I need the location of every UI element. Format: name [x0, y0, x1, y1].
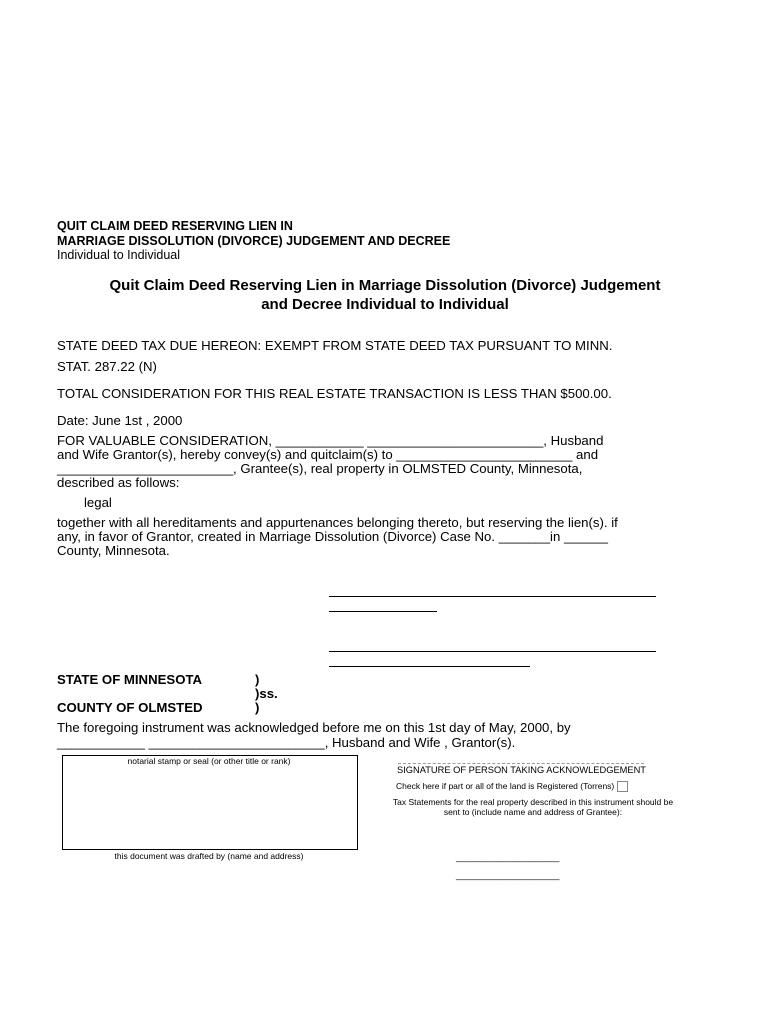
together-line1: together with all hereditaments and appurtenances belonging thereto, but reserving the lien(s). if	[57, 515, 618, 530]
valuable-consideration-line4: described as follows:	[57, 475, 180, 490]
notary-signature-line	[398, 763, 644, 764]
doc-title-line2: and Decree Individual to Individual	[261, 296, 509, 313]
venue-state: STATE OF MINNESOTA	[57, 672, 203, 687]
tax-statements-line1: Tax Statements for the real property described in this instrument should be	[392, 797, 674, 807]
doc-header-line2: MARRIAGE DISSOLUTION (DIVORCE) JUDGEMENT AND DECREE	[57, 234, 451, 248]
doc-header-line3: Individual to Individual	[57, 248, 180, 262]
tax-statements-line2: sent to (include name and address of Grantee):	[443, 807, 623, 817]
tax-exempt-line1: STATE DEED TAX DUE HEREON: EXEMPT FROM STATE DEED TAX PURSUANT TO MINN.	[57, 338, 613, 353]
deed-date: Date: June 1st , 2000	[57, 413, 183, 428]
venue-paren-1: )	[255, 672, 260, 687]
doc-title	[40, 276, 730, 314]
grantor-signature-line-2b	[329, 666, 530, 667]
drafted-by-label: this document was drafted by (name and address)	[114, 851, 304, 861]
consideration-statement: TOTAL CONSIDERATION FOR THIS REAL ESTATE TRANSACTION IS LESS THAN $500.00.	[57, 386, 612, 401]
acknowledgement-line2: ____________ ________________________, Husband and Wife , Grantor(s).	[57, 735, 516, 750]
doc-header-line1: QUIT CLAIM DEED RESERVING LIEN IN	[57, 219, 293, 233]
acknowledgement-line1: The foregoing instrument was acknowledged before me on this 1st day of May, 2000, by	[57, 720, 571, 735]
together-line2: any, in favor of Grantor, created in Marriage Dissolution (Divorce) Case No. _______in ______	[57, 529, 608, 544]
valuable-consideration-line2: and Wife Grantor(s), hereby convey(s) and quitclaim(s) to ________________________ and	[57, 447, 599, 462]
grantor-signature-line-1b	[329, 611, 437, 612]
grantor-signature-line-1a	[329, 596, 656, 597]
doc-title-line1: Quit Claim Deed Reserving Lien in Marriage Dissolution (Divorce) Judgement	[109, 277, 661, 294]
torrens-check-row	[396, 781, 628, 792]
tax-exempt-line2: STAT. 287.22 (N)	[57, 359, 157, 374]
valuable-consideration-line3: ________________________, Grantee(s), real property in OLMSTED County, Minnesota,	[57, 461, 583, 476]
venue-ss: )ss.	[255, 686, 278, 701]
valuable-consideration-line1: FOR VALUABLE CONSIDERATION, ____________ ________________________, Husband	[57, 433, 604, 448]
torrens-check-label: Check here if part or all of the land is Registered (Torrens)	[396, 781, 615, 791]
venue-paren-2: )	[255, 700, 260, 715]
notary-seal-box	[62, 755, 358, 850]
grantee-address-blank-1: ____________________	[456, 852, 560, 862]
together-line3: County, Minnesota.	[57, 543, 170, 558]
notary-signature-label: SIGNATURE OF PERSON TAKING ACKNOWLEDGEMENT	[397, 765, 646, 775]
venue-county: COUNTY OF OLMSTED	[57, 700, 203, 715]
grantee-address-blank-2: ____________________	[456, 870, 560, 880]
grantor-signature-line-2a	[329, 651, 656, 652]
notary-seal-label: notarial stamp or seal (or other title or rank)	[127, 756, 291, 766]
legal-description: legal	[84, 495, 112, 510]
torrens-checkbox[interactable]	[617, 781, 628, 792]
